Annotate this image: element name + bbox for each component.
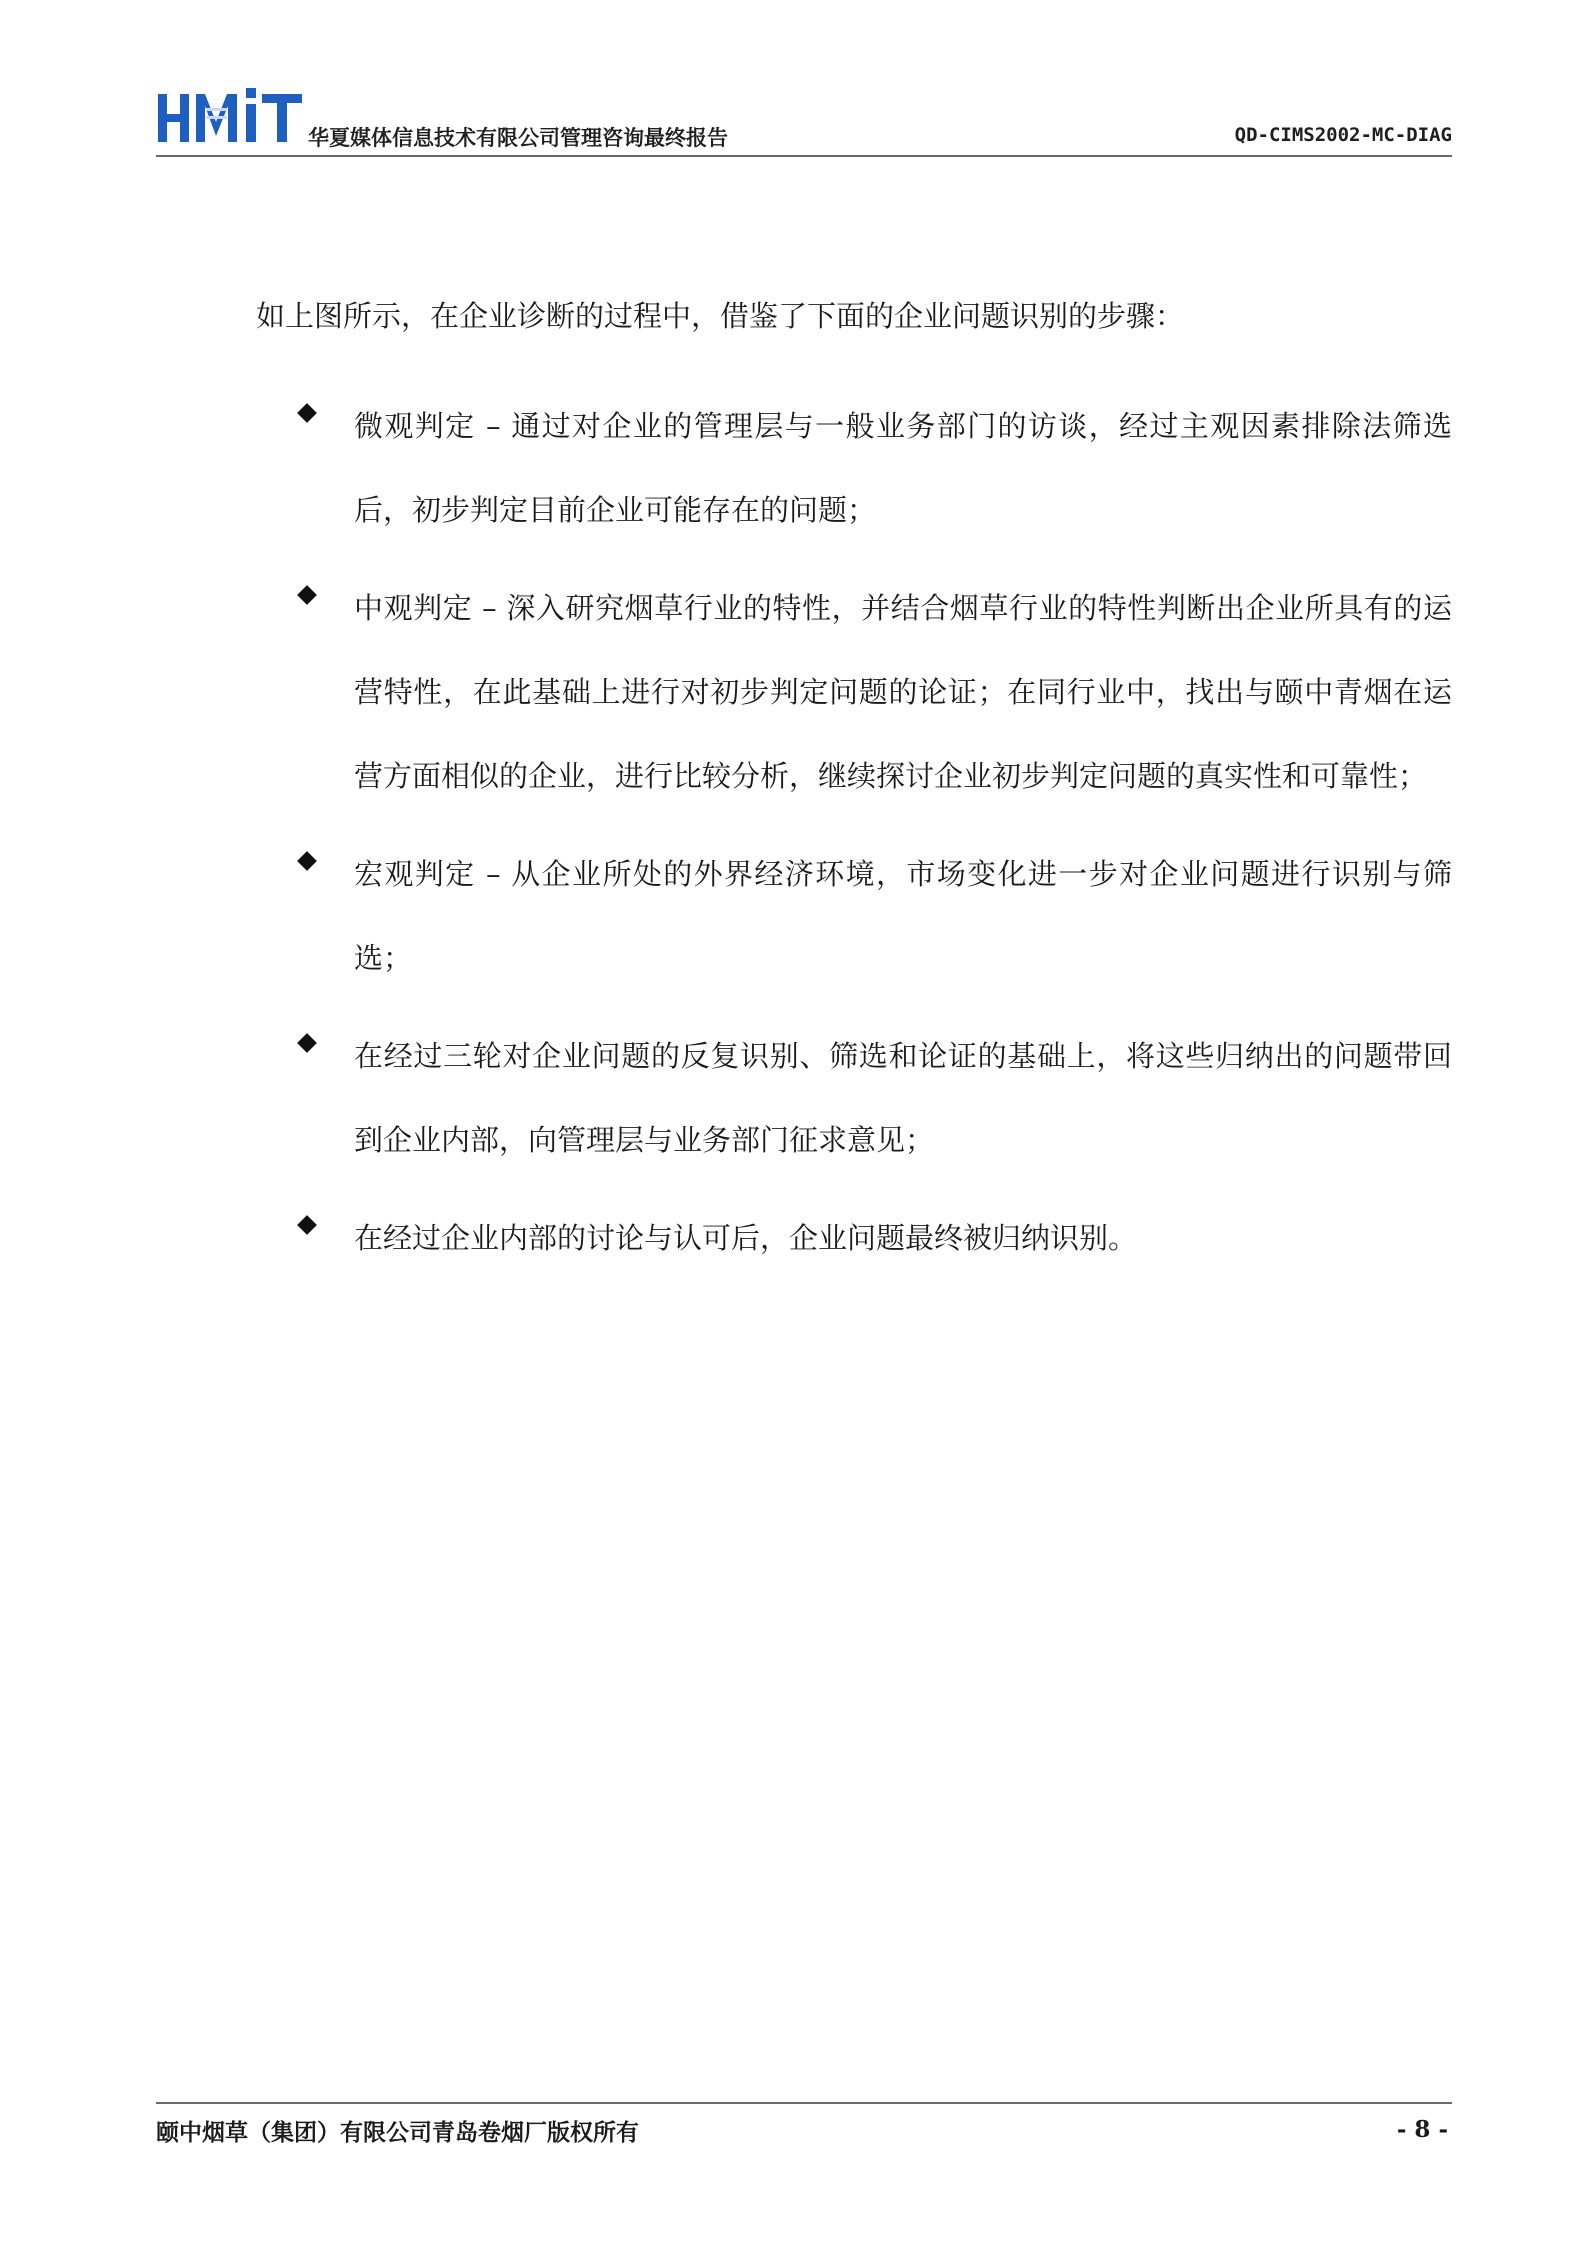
footer-divider (156, 2102, 1452, 2104)
diamond-bullet-icon (297, 851, 317, 871)
diamond-bullet-icon (297, 585, 317, 605)
report-title: 华夏媒体信息技术有限公司管理咨询最终报告 (308, 126, 728, 150)
list-item-text: 宏观判定 – 从企业所处的外界经济环境，市场变化进一步对企业问题进行识别与筛选； (354, 857, 1452, 975)
diamond-bullet-icon (297, 1033, 317, 1053)
list-item-text: 中观判定 – 深入研究烟草行业的特性，并结合烟草行业的特性判断出企业所具有的运营特性，在此基础上进行对初步判定问题的论证；在同行业中，找出与颐中青烟在运营方面相似的企业，进行比较分析，继续探讨企业初步判定问题的真实性和可靠性； (354, 591, 1452, 793)
copyright-notice: 颐中烟草（集团）有限公司青岛卷烟厂版权所有 (156, 2120, 639, 2146)
list-item (300, 566, 1452, 818)
hmit-logo (156, 86, 306, 146)
intro-paragraph: 如上图所示，在企业诊断的过程中，借鉴了下面的企业问题识别的步骤： (256, 299, 1185, 333)
list-item (300, 1196, 1452, 1280)
list-item-text: 在经过企业内部的讨论与认可后，企业问题最终被归纳识别。 (354, 1221, 1138, 1255)
list-item (300, 832, 1452, 1000)
list-item-text: 在经过三轮对企业问题的反复识别、筛选和论证的基础上，将这些归纳出的问题带回到企业内部，向管理层与业务部门征求意见； (354, 1039, 1452, 1157)
document-code: QD-CIMS2002-MC-DIAG (1234, 124, 1452, 146)
list-item-text: 微观判定 – 通过对企业的管理层与一般业务部门的访谈，经过主观因素排除法筛选后，初步判定目前企业可能存在的问题； (354, 409, 1452, 527)
list-item (300, 1014, 1452, 1182)
list-item (300, 384, 1452, 552)
header-divider (156, 155, 1452, 157)
steps-list (300, 406, 1452, 1316)
page-number: - 8 - (1396, 2116, 1448, 2143)
diamond-bullet-icon (297, 403, 317, 423)
diamond-bullet-icon (297, 1215, 317, 1235)
page-header (156, 78, 1452, 156)
